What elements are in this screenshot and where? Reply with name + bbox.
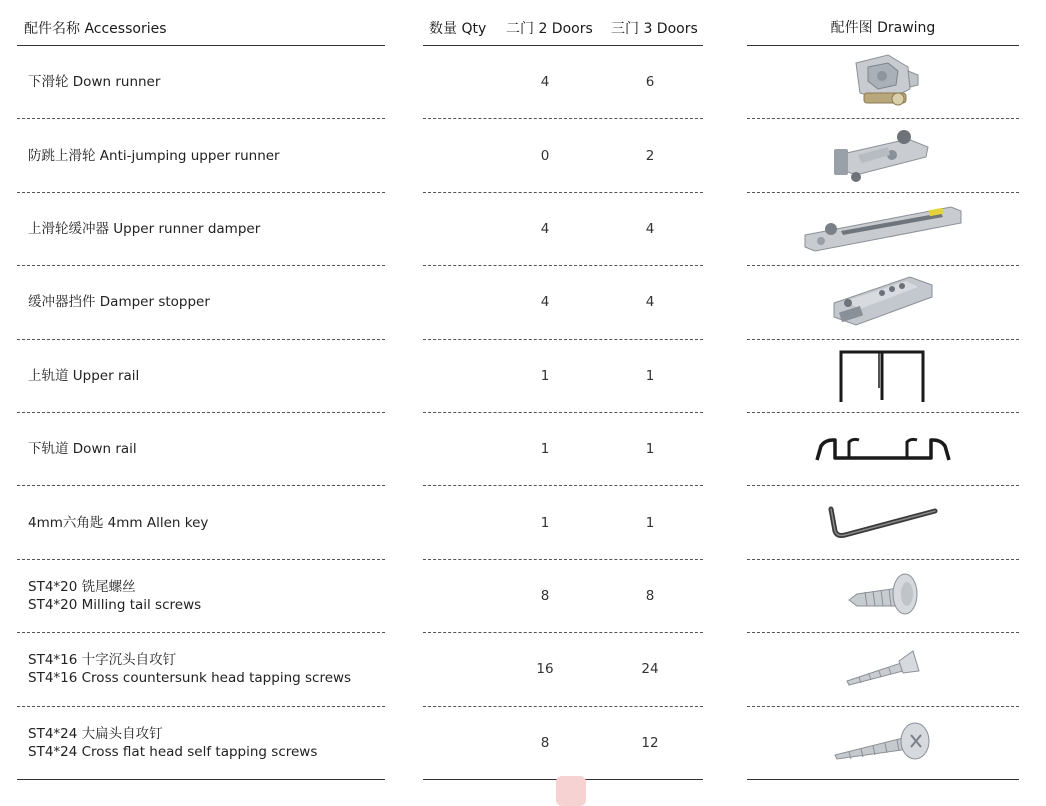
table-row bbox=[747, 560, 1019, 633]
accessory-name-line: 下滑轮 Down runner bbox=[28, 74, 161, 91]
accessory-name-line: ST4*20 Milling tail screws bbox=[28, 596, 202, 613]
qty-three-doors: 4 bbox=[645, 294, 655, 311]
qty-two-doors: 16 bbox=[536, 661, 554, 678]
qty-three-doors: 8 bbox=[645, 587, 655, 604]
down-runner-icon bbox=[838, 49, 928, 115]
drawing-cell bbox=[747, 119, 1019, 191]
table-row bbox=[423, 707, 703, 780]
qty-three-doors: 1 bbox=[645, 441, 655, 458]
qty-two-doors: 4 bbox=[540, 74, 550, 91]
accessory-name bbox=[28, 340, 139, 412]
table-row bbox=[17, 193, 385, 266]
allen-key-icon bbox=[827, 503, 939, 543]
accessory-name-line: ST4*20 铣尾螺丝 bbox=[28, 578, 136, 595]
table-row bbox=[423, 560, 703, 633]
accessory-name-line: ST4*16 Cross countersunk head tapping screws bbox=[28, 670, 352, 687]
qty-two-doors: 0 bbox=[540, 147, 550, 164]
table-row bbox=[17, 119, 385, 192]
table-row bbox=[423, 193, 703, 266]
accessory-name-line: ST4*24 Cross flat head self tapping screws bbox=[28, 743, 318, 760]
table-row bbox=[747, 46, 1019, 119]
table-row bbox=[423, 266, 703, 339]
qty-three-doors: 24 bbox=[641, 661, 659, 678]
table-row bbox=[747, 707, 1019, 780]
table-row bbox=[747, 413, 1019, 486]
drawing-column bbox=[747, 0, 1019, 780]
accessory-name-line: 防跳上滑轮 Anti-jumping upper runner bbox=[28, 147, 280, 164]
accessory-name-line: 上轨道 Upper rail bbox=[28, 367, 140, 384]
accessory-name-line: 4mm六角匙 4mm Allen key bbox=[28, 514, 209, 531]
drawing-cell bbox=[747, 46, 1019, 118]
table-row bbox=[747, 340, 1019, 413]
flat-head-screw-icon bbox=[831, 719, 935, 767]
qty-three-doors: 2 bbox=[645, 147, 655, 164]
accessory-name bbox=[28, 633, 351, 705]
table-row bbox=[17, 560, 385, 633]
accessories-header-label: 配件名称 Accessories bbox=[24, 21, 167, 37]
table-row bbox=[747, 486, 1019, 559]
drawing-cell bbox=[747, 560, 1019, 632]
qty-two-doors: 8 bbox=[540, 587, 550, 604]
table-row bbox=[747, 119, 1019, 192]
table-row bbox=[423, 340, 703, 413]
accessory-name bbox=[28, 413, 137, 485]
accessory-name-line: 上滑轮缓冲器 Upper runner damper bbox=[28, 220, 261, 237]
table-row bbox=[17, 46, 385, 119]
accessories-header bbox=[17, 0, 385, 46]
qty-two-doors: 1 bbox=[540, 441, 550, 458]
qty-three-doors: 6 bbox=[645, 74, 655, 91]
accessory-name bbox=[28, 119, 280, 191]
table-row bbox=[747, 266, 1019, 339]
drawing-cell bbox=[747, 413, 1019, 485]
accessory-name bbox=[28, 707, 317, 779]
countersunk-screw-icon bbox=[843, 647, 923, 691]
table-row bbox=[423, 413, 703, 486]
table-row bbox=[747, 193, 1019, 266]
qty-header-label: 数量 Qty bbox=[429, 21, 487, 37]
accessory-name bbox=[28, 560, 201, 632]
accessory-name-line: ST4*24 大扁头自攻钉 bbox=[28, 725, 163, 742]
qty-two-doors: 1 bbox=[540, 514, 550, 531]
drawing-cell bbox=[747, 193, 1019, 265]
accessory-name-line: ST4*16 十字沉头自攻钉 bbox=[28, 652, 177, 669]
drawing-header bbox=[747, 0, 1019, 46]
three-doors-header-label: 三门 3 Doors bbox=[611, 21, 698, 37]
table-row bbox=[423, 633, 703, 706]
upper-runner-damper-icon bbox=[801, 201, 965, 257]
upper-rail-icon bbox=[837, 348, 929, 404]
qty-three-doors: 12 bbox=[641, 734, 659, 751]
table-row bbox=[17, 340, 385, 413]
accessory-name bbox=[28, 193, 260, 265]
watermark-logo bbox=[556, 776, 586, 806]
table-row bbox=[17, 413, 385, 486]
accessory-name bbox=[28, 266, 210, 338]
accessory-name bbox=[28, 46, 160, 118]
drawing-cell bbox=[747, 486, 1019, 558]
accessory-name bbox=[28, 486, 208, 558]
accessory-name-line: 下轨道 Down rail bbox=[28, 441, 137, 458]
damper-stopper-icon bbox=[826, 269, 940, 335]
qty-three-doors: 1 bbox=[645, 367, 655, 384]
qty-two-doors: 4 bbox=[540, 294, 550, 311]
table-row bbox=[423, 119, 703, 192]
table-row bbox=[423, 486, 703, 559]
table-row bbox=[17, 707, 385, 780]
table-row bbox=[747, 633, 1019, 706]
accessories-column bbox=[17, 0, 385, 780]
table-row bbox=[17, 486, 385, 559]
qty-three-doors: 4 bbox=[645, 220, 655, 237]
drawing-cell bbox=[747, 633, 1019, 705]
quantity-header bbox=[423, 0, 703, 46]
qty-two-doors: 8 bbox=[540, 734, 550, 751]
quantity-column bbox=[423, 0, 703, 780]
table-row bbox=[17, 266, 385, 339]
drawing-cell bbox=[747, 707, 1019, 779]
drawing-cell bbox=[747, 266, 1019, 338]
table-row bbox=[423, 46, 703, 119]
drawing-header-label: 配件图 Drawing bbox=[830, 20, 936, 36]
anti-jumping-upper-runner-icon bbox=[828, 125, 938, 187]
qty-three-doors: 1 bbox=[645, 514, 655, 531]
table-row bbox=[17, 633, 385, 706]
down-rail-icon bbox=[815, 436, 951, 462]
two-doors-header-label: 二门 2 Doors bbox=[506, 21, 593, 37]
qty-two-doors: 1 bbox=[540, 367, 550, 384]
qty-two-doors: 4 bbox=[540, 220, 550, 237]
accessory-name-line: 缓冲器挡件 Damper stopper bbox=[28, 294, 210, 311]
drawing-cell bbox=[747, 340, 1019, 412]
milling-tail-screw-icon bbox=[843, 572, 923, 620]
